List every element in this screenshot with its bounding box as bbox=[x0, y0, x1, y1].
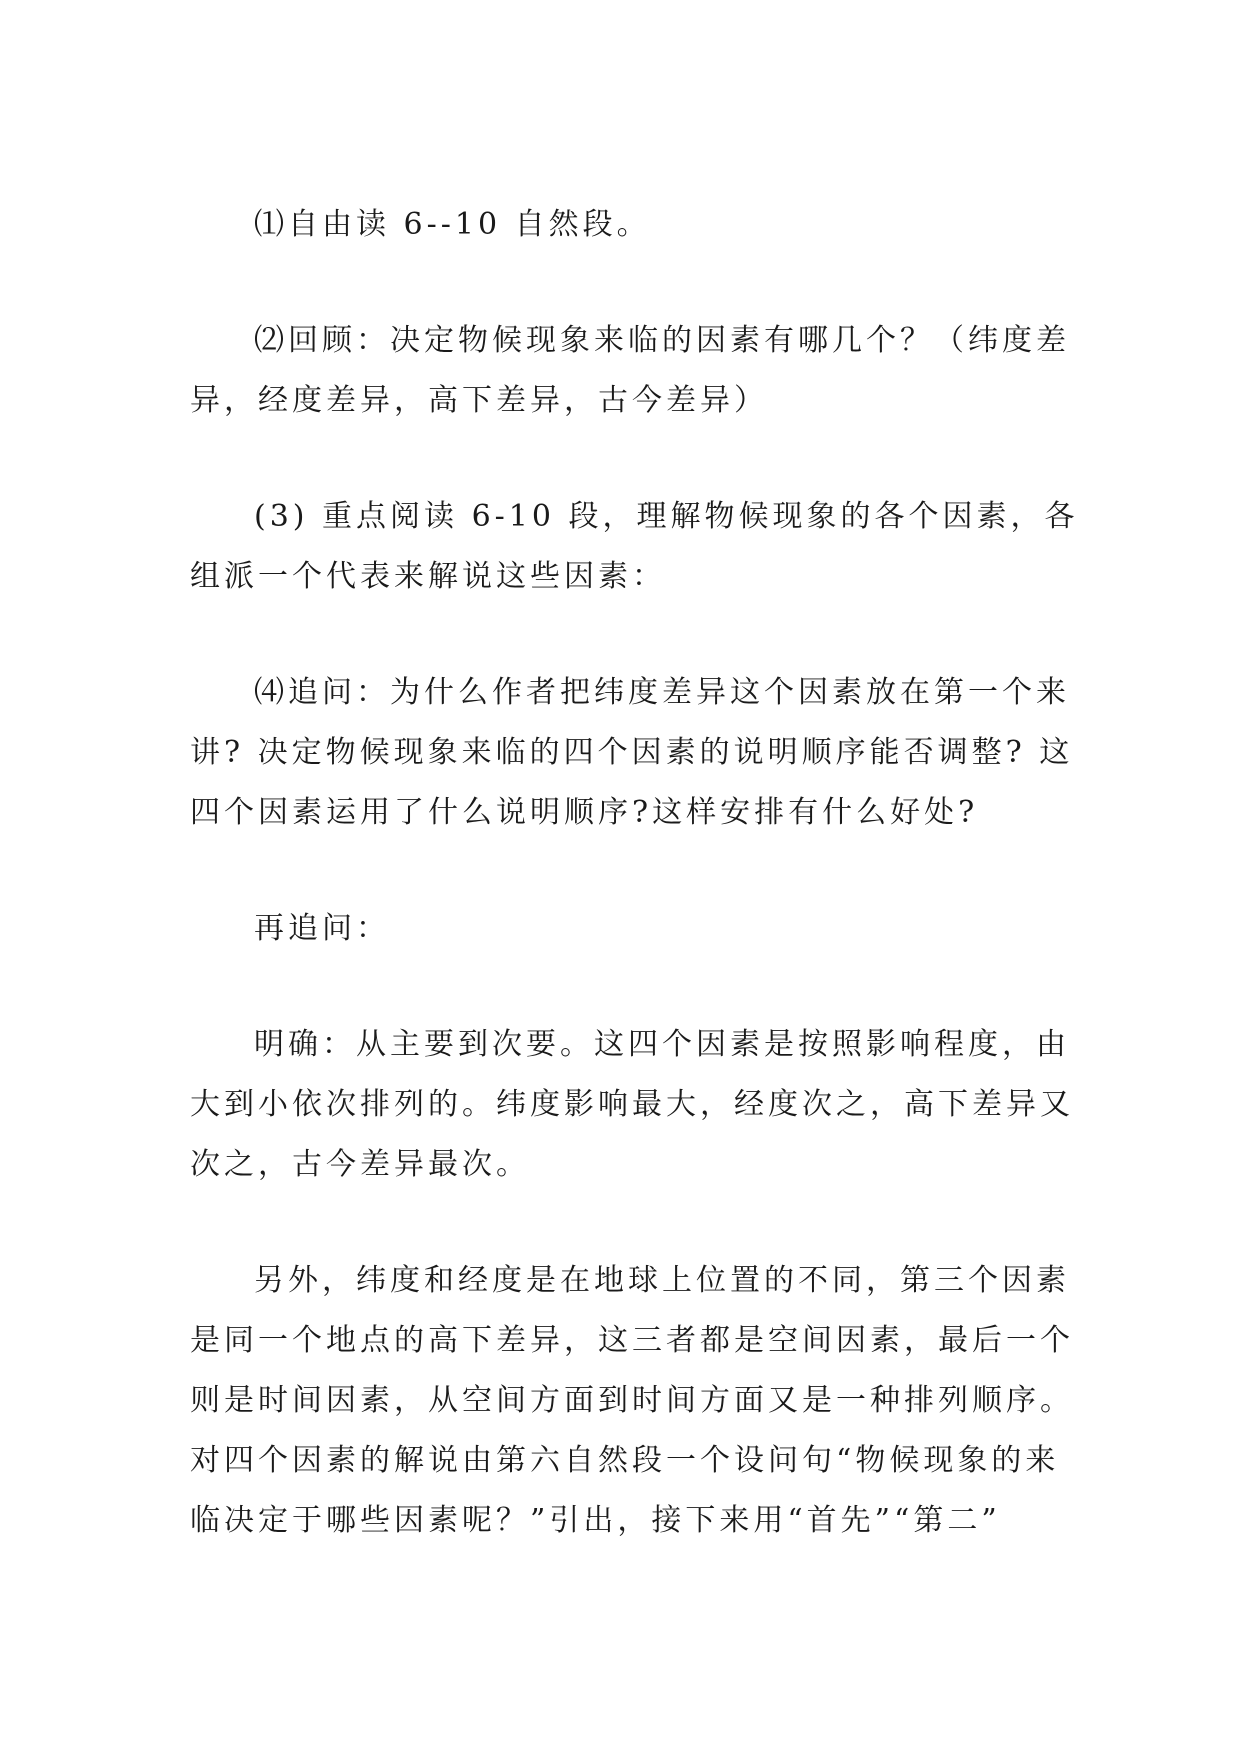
document-body bbox=[190, 195, 1079, 1551]
paragraph-1 bbox=[190, 195, 1050, 255]
paragraph-5 bbox=[190, 899, 1050, 959]
text-line: 明确：从主要到次要。这四个因素是按照影响程度，由 bbox=[254, 1027, 1070, 1062]
text-line: 则是时间因素，从空间方面到时间方面又是一种排列顺序。 bbox=[190, 1383, 1074, 1418]
paragraph-7 bbox=[190, 1251, 1074, 1551]
text-line: ⑵回顾：决定物候现象来临的因素有哪几个？（纬度差 bbox=[254, 323, 1070, 358]
paragraph-4 bbox=[190, 663, 1074, 843]
paragraph-3 bbox=[190, 487, 1079, 607]
text-line: 对四个因素的解说由第六自然段一个设问句“物候现象的来 bbox=[190, 1443, 1060, 1478]
paragraph-6 bbox=[190, 1015, 1074, 1195]
text-line: 讲? 决定物候现象来临的四个因素的说明顺序能否调整? 这 bbox=[190, 735, 1074, 770]
text-line: ⑷追问：为什么作者把纬度差异这个因素放在第一个来 bbox=[254, 675, 1070, 710]
text-line: 临决定于哪些因素呢？”引出，接下来用“首先”“第二” bbox=[190, 1503, 1001, 1538]
text-line: 大到小依次排列的。纬度影响最大，经度次之，高下差异又 bbox=[190, 1087, 1074, 1122]
text-line: 四个因素运用了什么说明顺序?这样安排有什么好处? bbox=[190, 795, 979, 830]
text-line: (3) 重点阅读 6-10 段，理解物候现象的各个因素，各 bbox=[254, 499, 1079, 534]
text-line: 异，经度差异，高下差异，古今差异） bbox=[190, 383, 768, 418]
paragraph-2 bbox=[190, 311, 1070, 431]
text-line: 组派一个代表来解说这些因素： bbox=[190, 559, 666, 594]
text-line: 是同一个地点的高下差异，这三者都是空间因素，最后一个 bbox=[190, 1323, 1074, 1358]
text-line: ⑴自由读 6--10 自然段。 bbox=[254, 207, 651, 242]
text-line: 次之，古今差异最次。 bbox=[190, 1147, 530, 1182]
text-line: 另外，纬度和经度是在地球上位置的不同，第三个因素 bbox=[254, 1263, 1070, 1298]
text-line: 再追问： bbox=[254, 911, 390, 946]
